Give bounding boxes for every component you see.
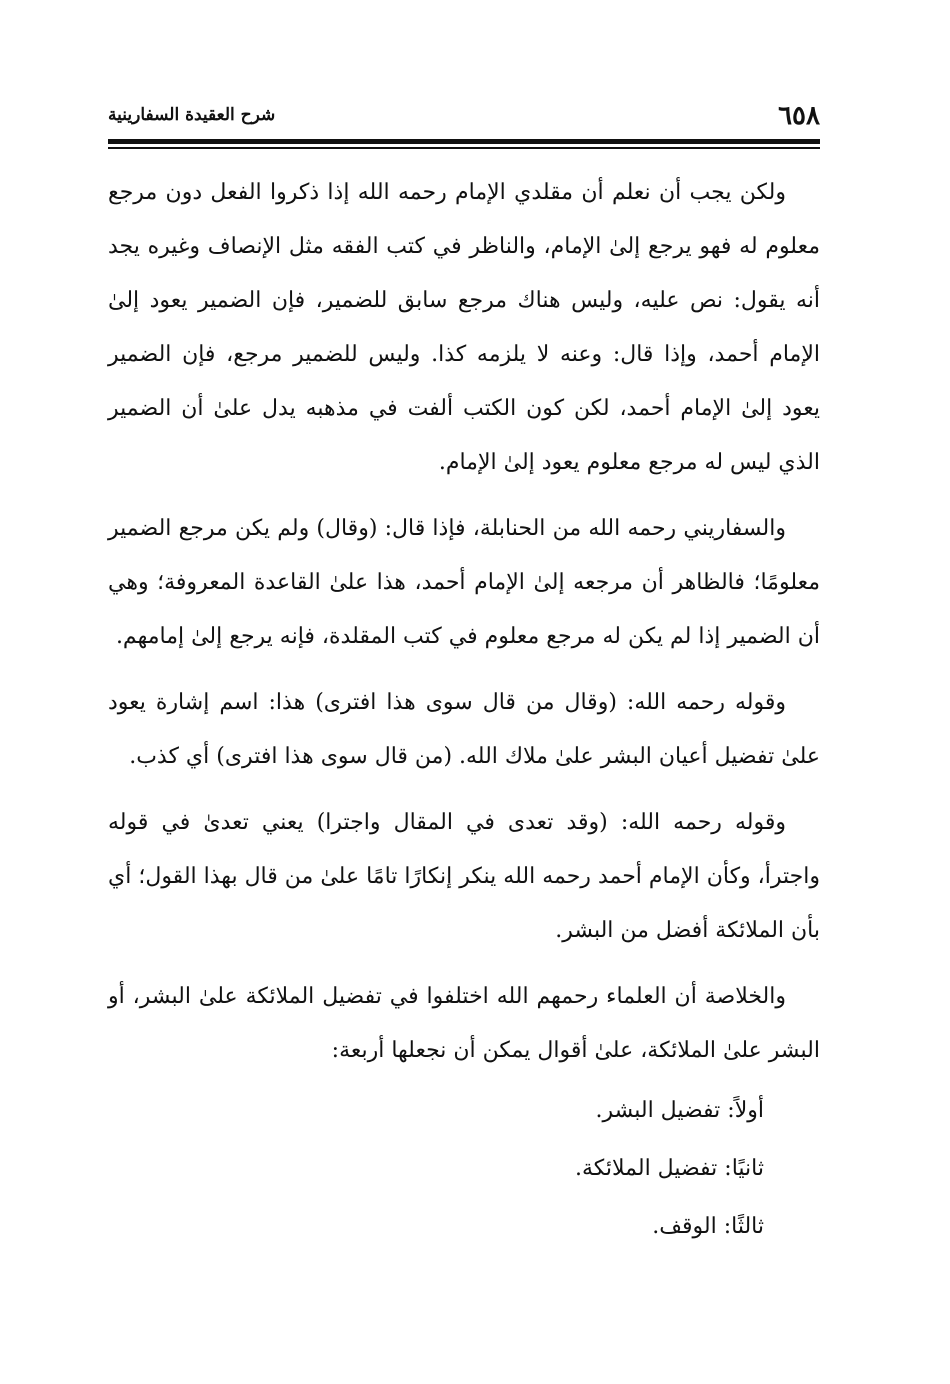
running-title: شرح العقيدة السفارينية (108, 105, 276, 125)
header-rule-thin (108, 147, 820, 149)
paragraph-pronoun-reference: ولكن يجب أن نعلم أن مقلدي الإمام رحمه الله إذا ذكروا الفعل دون مرجع معلوم له فهو يرجع إلىٰ الإمام، والناظر في كتب الفقه مثل الإنصاف وغيره يجد أنه يقول: نص عليه، وليس هناك مرجع سابق للضمير، فإن الضمير يعود إلىٰ الإمام أحمد، وإذا قال: وعنه لا يلزمه كذا. وليس للضمير مرجع، فإن الضمير يعود إلىٰ الإمام أحمد، لكن كون الكتب ألفت في مذهبه يدل علىٰ أن الضمير الذي ليس له مرجع معلوم يعود إلىٰ الإمام. (108, 180, 820, 475)
body-text (108, 166, 820, 1254)
page-header (108, 96, 820, 136)
page-number: ٦٥٨ (778, 101, 820, 131)
paragraph-summary: والخلاصة أن العلماء رحمهم الله اختلفوا في تفضيل الملائكة علىٰ البشر، أو البشر علىٰ الملائكة، علىٰ أقوال يمكن أن نجعلها أربعة: (108, 984, 820, 1063)
header-rule-thick (108, 139, 820, 144)
paragraph-taadda-explanation: وقوله رحمه الله: (وقد تعدى في المقال واجترا) يعني تعدىٰ في قوله واجترأ، وكأن الإمام أحمد رحمه الله ينكر إنكارًا تامًا علىٰ من قال بهذا القول؛ أي بأن الملائكة أفضل من البشر. (108, 810, 820, 943)
paragraph-safarini-rule: والسفاريني رحمه الله من الحنابلة، فإذا قال: (وقال) ولم يكن مرجع الضمير معلومًا؛ فالظاهر أن مرجعه إلىٰ الإمام أحمد، هذا علىٰ القاعدة المعروفة؛ وهي أن الضمير إذا لم يكن له مرجع معلوم في كتب المقلدة، فإنه يرجع إلىٰ إمامهم. (108, 516, 820, 649)
list-item-first: أولاً: تفضيل البشر. (595, 1098, 764, 1123)
paragraph-iftara-explanation: وقوله رحمه الله: (وقال من قال سوى هذا افترى) هذا: اسم إشارة يعود علىٰ تفضيل أعيان البشر علىٰ ملاك الله. (من قال سوى هذا افترى) أي كذب. (108, 690, 820, 769)
list-item-third: ثالثًا: الوقف. (652, 1214, 764, 1239)
list-item-second: ثانيًا: تفضيل الملائكة. (574, 1156, 764, 1181)
